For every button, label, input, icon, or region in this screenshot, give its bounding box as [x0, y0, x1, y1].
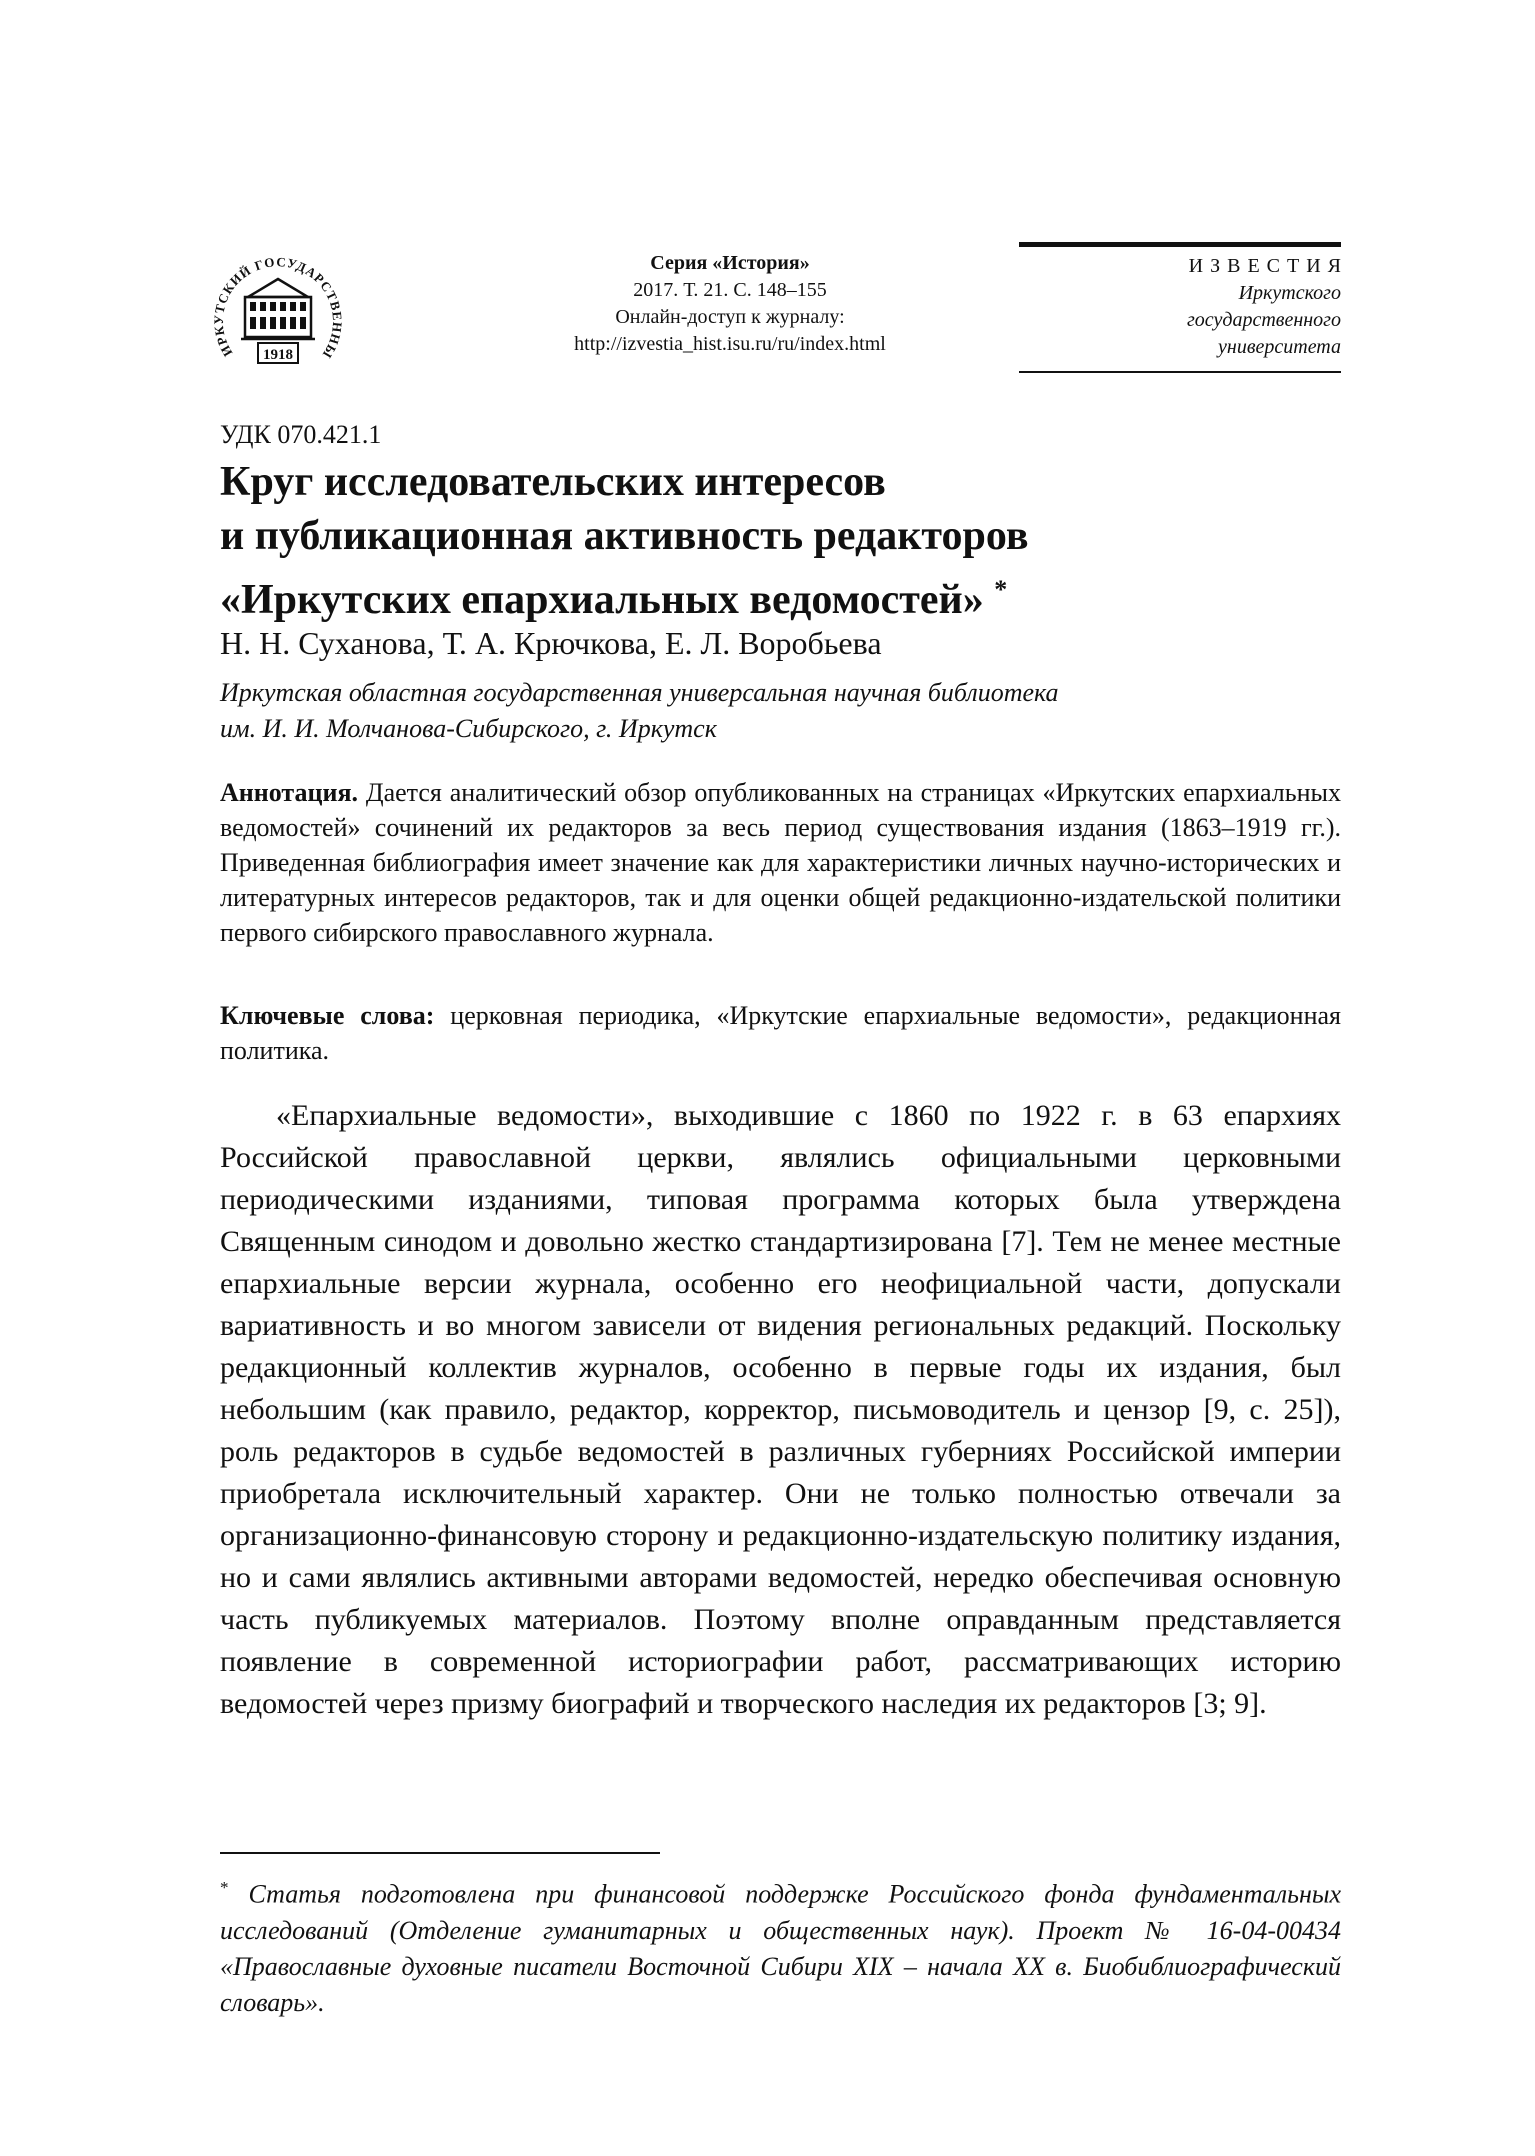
masthead-line3: государственного: [1186, 309, 1341, 331]
online-access-label: Онлайн-доступ к журналу:: [615, 306, 845, 328]
abstract-text: Дается аналитический обзор опубликованных на страницах «Иркутских епархиальных ведомостей» сочинений их редакторов за весь период существования издания (1863–1919 гг.). Приведенная библиография имеет значение как для характеристики личных научно-исторических и литературных интересов редакторов, так и для оценки общей редакционно-издательской политики первого сибирского православного журнала.: [220, 778, 1342, 947]
seal-arc-text: ИРКУТСКИЙ ГОСУДАРСТВЕННЫ: [210, 254, 346, 362]
abstract-label: Аннотация.: [220, 778, 359, 807]
footnote-mark: *: [220, 1878, 229, 1897]
keywords-text: церковная периодика, «Иркутские епархиальные ведомости», редакционная политика.: [220, 1001, 1341, 1065]
title-footnote-mark[interactable]: *: [994, 575, 1008, 604]
footnote-text: Статья подготовлена при финансовой поддержке Российского фонда фундаментальных исследований (Отделение гуманитарных и общественных наук). Проект № 16-04-00434 «Православные духовные писатели Восточной Сибири XIX – начала XX в. Биобиблиографический словарь».: [220, 1879, 1341, 2017]
university-seal-icon: [203, 235, 353, 385]
masthead-line4: университета: [1218, 336, 1341, 358]
volume-pages: 2017. Т. 21. С. 148–155: [633, 279, 827, 301]
keywords-label: Ключевые слова:: [220, 1001, 435, 1030]
journal-masthead: [1019, 242, 1348, 373]
masthead-line2: Иркутского: [1238, 282, 1341, 304]
journal-url[interactable]: http://izvestia_hist.isu.ru/ru/index.html: [574, 333, 886, 355]
abstract: [220, 775, 1341, 950]
article-title: [220, 455, 1320, 627]
series-name: Серия «История»: [650, 252, 810, 274]
seal-year: 1918: [263, 347, 293, 363]
title-line-3: «Иркутских епархиальных ведомостей»: [220, 577, 984, 623]
keywords: [220, 998, 1341, 1068]
title-line-1: Круг исследовательских интересов: [220, 459, 886, 505]
authors: Н. Н. Суханова, Т. А. Крючкова, Е. Л. Воробьева: [220, 625, 882, 661]
affiliation: [220, 675, 1320, 747]
journal-info: [480, 250, 980, 358]
masthead-title: ИЗВЕСТИЯ: [1188, 255, 1348, 277]
footnote-divider: [220, 1852, 660, 1854]
body-paragraph: «Епархиальные ведомости», выходившие с 1860 по 1922 г. в 63 епархиях Российской православной церкви, являлись официальными церковными периодическими изданиями, типовая программа которых была утверждена Священным синодом и довольно жестко стандартизирована [7]. Тем не менее местные епархиальные версии журнала, особенно его неофициальной части, допускали вариативность и во многом зависели от видения региональных редакций. Поскольку редакционный коллектив журналов, особенно в первые годы их издания, был небольшим (как правило, редактор, корректор, письмоводитель и цензор [9, с. 25]), роль редакторов в судьбе ведомостей в различных губерниях Российской империи приобретала исключительный характер. Они не только полностью отвечали за организационно-финансовую сторону и редакционно-издательскую политику издания, но и сами являлись активными авторами ведомостей, нередко обеспечивая основную часть публикуемых материалов. Поэтому вполне оправданным представляется появление в современной историографии работ, рассматривающих историю ведомостей через призму биографий и творческого наследия их редакторов [3; 9].: [220, 1099, 1341, 1720]
affiliation-line-1: Иркутская областная государственная универсальная научная библиотека: [220, 678, 1059, 707]
udk-code: УДК 070.421.1: [220, 420, 382, 449]
title-line-2: и публикационная активность редакторов: [220, 513, 1029, 559]
affiliation-line-2: им. И. И. Молчанова-Сибирского, г. Иркутск: [220, 714, 717, 743]
footnote: [220, 1870, 1341, 2021]
